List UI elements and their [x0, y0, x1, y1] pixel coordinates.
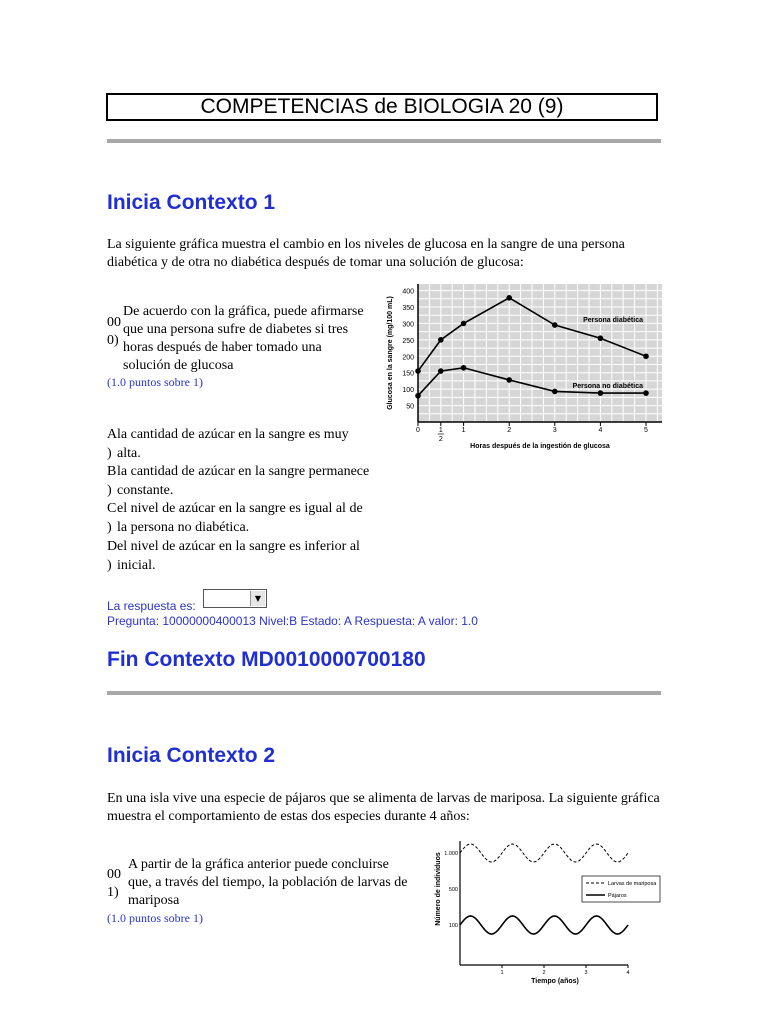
x-tick-label: 2	[438, 436, 443, 443]
y-tick-label: 250	[402, 337, 414, 345]
population-chart	[430, 833, 662, 991]
series-line	[460, 916, 628, 934]
data-point	[552, 389, 558, 395]
glucose-chart	[375, 272, 670, 457]
y-axis-label: Número de individuos	[435, 852, 442, 926]
x-axis-label: Tiempo (años)	[531, 978, 579, 985]
context-2-title: Inicia Contexto 2	[107, 744, 276, 767]
option-a[interactable]	[107, 425, 372, 463]
option-text: el nivel de azúcar en la sangre es inferior al inicial.	[117, 539, 360, 573]
y-tick-label: 400	[402, 288, 414, 296]
data-point	[461, 321, 467, 327]
data-point	[415, 368, 421, 374]
option-paren: )	[107, 446, 112, 461]
option-d[interactable]	[107, 537, 372, 575]
y-tick-label: 500	[448, 887, 458, 893]
option-letter: A	[107, 427, 118, 442]
legend-label: Larvas de mariposa	[608, 881, 657, 887]
legend-label: Pájaros	[608, 893, 627, 899]
data-point	[552, 322, 558, 328]
option-c[interactable]	[107, 499, 372, 537]
divider	[107, 691, 661, 695]
question-number-2a: 00	[107, 867, 121, 882]
question-number-1a: 00	[107, 315, 121, 330]
x-tick-label: 2	[542, 970, 546, 976]
question-number-2b: 1)	[107, 885, 119, 900]
option-b[interactable]	[107, 462, 372, 500]
option-letter: D	[107, 539, 118, 554]
y-tick-label: 300	[402, 321, 414, 329]
x-tick-label: 3	[552, 427, 557, 434]
question-text: De acuerdo con la gráfica, puede afirmarse que una persona sufre de diabetes si tres horas después de haber tomado una solución de glucosa	[123, 304, 364, 373]
question-number-1b: 0)	[107, 333, 119, 348]
option-letter: C	[107, 501, 117, 516]
option-text: el nivel de azúcar en la sangre es igual al de la persona no diabética.	[117, 501, 363, 535]
divider	[107, 139, 661, 143]
series-label: Persona diabética	[583, 317, 643, 325]
data-point	[415, 393, 421, 399]
x-tick-label: 5	[644, 427, 648, 434]
series-line	[460, 844, 628, 862]
context-2-intro: En una isla vive una especie de pájaros que se alimenta de larvas de mariposa. La siguiente gráfica muestra el comportamiento de estas dos especies durante 4 años:	[107, 791, 660, 824]
data-point	[598, 335, 604, 341]
option-paren: )	[107, 558, 112, 573]
data-point	[643, 390, 649, 396]
y-tick-label: 350	[402, 305, 414, 312]
x-tick-label: 4	[598, 427, 603, 434]
x-tick-label: 1	[461, 427, 466, 434]
y-tick-label: 150	[402, 370, 414, 378]
y-tick-label: 1.000	[444, 851, 458, 857]
question-text: A partir de la gráfica anterior puede concluirse que, a través del tiempo, la población de larvas de mariposa	[128, 857, 408, 908]
data-point	[438, 368, 444, 374]
x-axis-label: Horas después de la ingestión de glucosa	[470, 443, 610, 450]
x-tick-label: 3	[584, 970, 588, 976]
y-axis-label: Glucosa en la sangre (mg/100 mL)	[387, 296, 394, 410]
context-1-end-title: Fin Contexto MD0010000700180	[107, 648, 426, 671]
data-point	[506, 377, 512, 383]
question-meta: Pregunta: 10000000400013 Nivel:B Estado: A Respuesta: A valor: 1.0	[107, 614, 478, 628]
y-tick-label: 100	[402, 387, 414, 395]
legend	[582, 876, 660, 902]
series-label: Persona no diabética	[572, 383, 643, 391]
x-tick-label: 4	[626, 970, 630, 976]
x-tick-label: 2	[507, 427, 512, 434]
option-paren: )	[107, 483, 112, 498]
x-tick-label: 1	[438, 427, 443, 434]
context-1-title: Inicia Contexto 1	[107, 191, 276, 214]
dropdown-arrow-icon[interactable]: ▼	[250, 591, 265, 606]
data-point	[506, 295, 512, 301]
chart-plot-area	[418, 284, 662, 422]
answer-label: La respuesta es:	[107, 599, 196, 613]
question-points: (1.0 puntos sobre 1)	[107, 911, 203, 925]
option-letter: B	[107, 464, 117, 479]
page-title: COMPETENCIAS de BIOLOGIA 20 (9)	[106, 93, 658, 121]
answer-select[interactable]	[203, 589, 267, 608]
x-tick-label: 1	[500, 970, 504, 976]
data-point	[461, 365, 467, 371]
chart-axes	[460, 841, 628, 968]
data-point	[438, 337, 444, 343]
question-points: (1.0 puntos sobre 1)	[107, 375, 203, 389]
y-tick-label: 100	[448, 923, 458, 929]
option-text: la cantidad de azúcar en la sangre permanece constante.	[117, 464, 370, 498]
y-tick-label: 200	[402, 354, 414, 362]
data-point	[598, 390, 604, 396]
option-paren: )	[107, 520, 112, 535]
y-tick-label: 50	[406, 403, 414, 411]
context-1-intro: La siguiente gráfica muestra el cambio en los niveles de glucosa en la sangre de una persona diabética y de otra no diabética después de tomar una solución de glucosa:	[107, 237, 625, 270]
option-text: la cantidad de azúcar en la sangre es muy alta.	[117, 427, 349, 461]
x-tick-label: 0	[416, 427, 420, 434]
data-point	[643, 353, 649, 359]
